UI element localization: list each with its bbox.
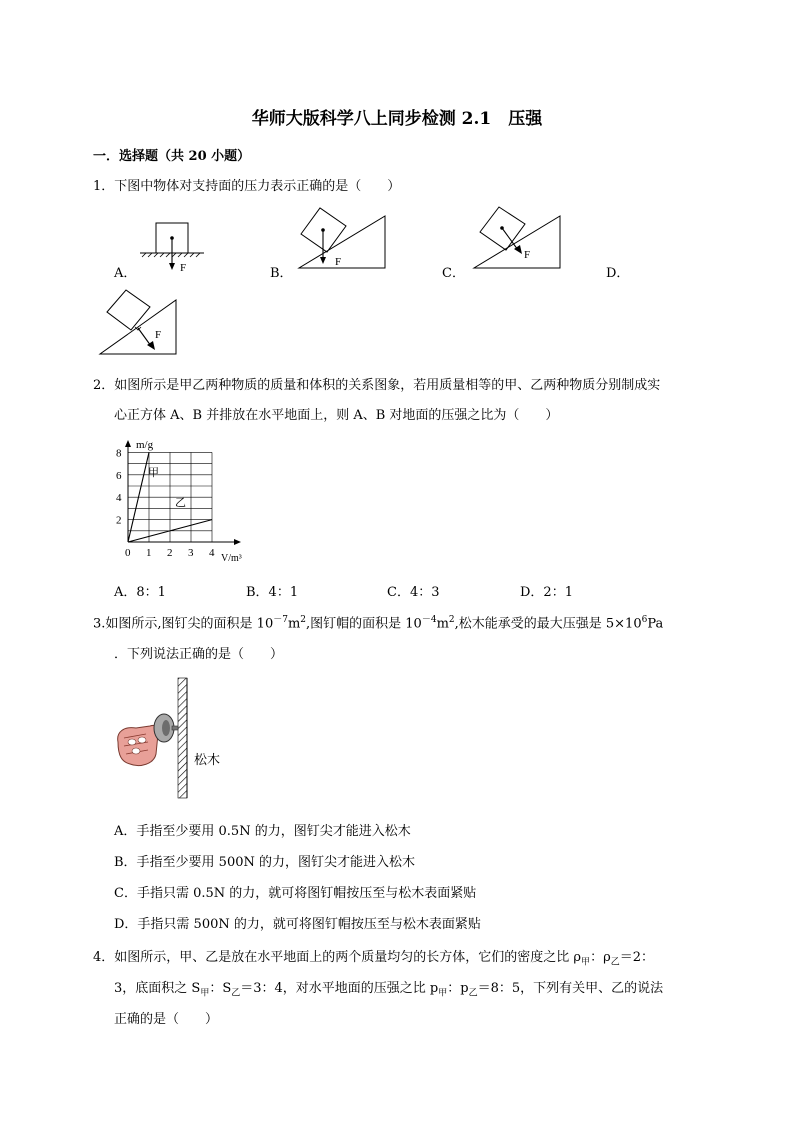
- q1-figure-c: [470, 206, 562, 272]
- question-2-line-1: 2．如图所示是甲乙两种物质的质量和体积的关系图象，若用质量相等的甲、乙两种物质分别制成实: [93, 378, 661, 393]
- x-tick-label: 3: [188, 547, 194, 559]
- section-heading: 一．选择题（共 20 小题）: [93, 149, 251, 164]
- x-tick-label: 0: [125, 547, 131, 559]
- hand-icon: [118, 725, 159, 765]
- page-title: 华师大版科学八上同步检测 2.1 压强: [251, 109, 543, 129]
- q2-mass-volume-chart: [108, 434, 258, 566]
- q2-option-a: A．8：1: [114, 585, 166, 600]
- q3-option-c: C．手指只需 0.5N 的力，就可将图钉帽按压至与松木表面紧贴: [114, 886, 477, 901]
- q1-option-b-label: B．: [270, 266, 293, 281]
- question-1-stem: 1．下图中物体对支持面的压力表示正确的是（ ）: [93, 179, 401, 194]
- q1-option-d-label: D．: [606, 266, 630, 281]
- question-4-line-1: 4．如图所示，甲、乙是放在水平地面上的两个质量均匀的长方体，它们的密度之比 $\rho_甲$：$\rho_乙=2$：: [93, 950, 655, 968]
- q1a-force-label: F: [180, 262, 187, 274]
- x-tick-label: 4: [209, 547, 215, 559]
- q3-thumbtack-figure: [110, 676, 230, 802]
- series-label-yi: 乙: [175, 497, 186, 509]
- wood-board: [178, 678, 187, 798]
- y-tick-label: 6: [116, 469, 122, 482]
- y-axis-label: m/g: [136, 439, 154, 451]
- x-tick-label: 1: [146, 547, 152, 559]
- q1d-force-label: F: [155, 329, 162, 341]
- q2-option-d: D．2：1: [520, 585, 573, 600]
- x-tick-label: 2: [167, 547, 173, 559]
- y-tick-label: 4: [116, 492, 122, 505]
- question-4-line-3: 正确的是（ ）: [114, 1012, 219, 1027]
- q1-figure-d: [97, 288, 179, 358]
- x-axis-label: V/m³: [221, 553, 242, 564]
- series-label-jia: 甲: [148, 467, 159, 479]
- wood-label: 松木: [194, 752, 221, 767]
- chart-axes: [125, 440, 241, 545]
- q1-option-a-label: A．: [114, 266, 137, 281]
- y-tick-label: 2: [116, 514, 122, 527]
- question-4-line-2: 3，底面积之 $S_甲$：$S_乙=3$：4，对水平地面的压强之比 $p_甲$：$p_乙=8$：5，下列有关甲、乙的说法: [114, 981, 664, 999]
- q1-figure-a: [138, 220, 208, 276]
- chart-grid: [128, 452, 212, 542]
- q2-option-c: C．4：3: [387, 585, 440, 600]
- q1-figure-b: [295, 206, 387, 272]
- y-tick-label: 8: [116, 447, 122, 460]
- thumbtack-icon: [154, 714, 178, 742]
- question-2-line-2: 心正方体 A、B 并排放在水平地面上，则 A、B 对地面的压强之比为（ ）: [114, 408, 559, 423]
- q3-option-b: B．手指至少要用 500N 的力，图钉尖才能进入松木: [114, 855, 416, 870]
- q2-option-b: B．4：1: [246, 585, 299, 600]
- question-3-line-1: 3.如图所示,图钉尖的面积是 $10^{-7}m^2$,图钉帽的面积是 $10^{-4}m^2$,松木能承受的最大压强是 $5\times 10^6Pa$: [93, 615, 664, 632]
- q1c-force-label: F: [524, 249, 531, 261]
- x-axis-arrow: [234, 539, 241, 545]
- q1-option-c-label: C．: [442, 266, 465, 281]
- q3-option-a: A．手指至少要用 0.5N 的力，图钉尖才能进入松木: [114, 824, 411, 839]
- question-3-line-2: ．下列说法正确的是（ ）: [114, 647, 284, 662]
- q1b-force-label: F: [335, 256, 342, 268]
- q3-option-d: D．手指只需 500N 的力，就可将图钉帽按压至与松木表面紧贴: [114, 917, 481, 932]
- y-axis-arrow: [125, 440, 131, 447]
